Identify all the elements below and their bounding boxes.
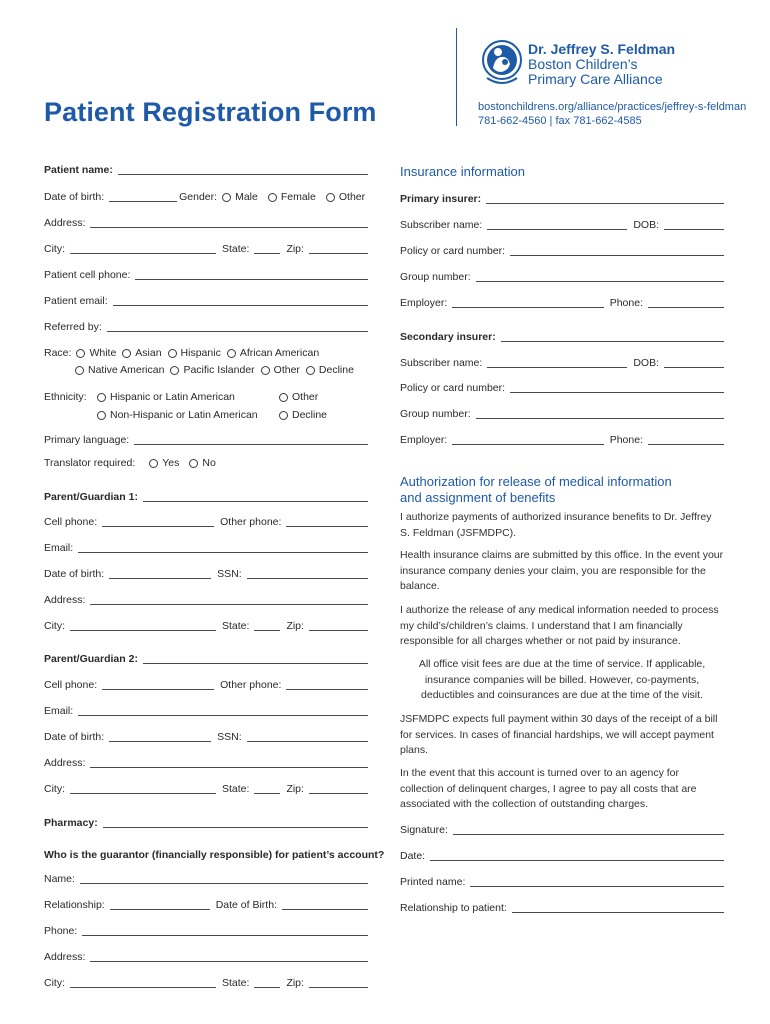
guardian1-row bbox=[44, 490, 368, 504]
radio-circle-icon bbox=[268, 193, 277, 202]
practice-org: Boston Children’s bbox=[528, 56, 638, 72]
primary-dob-label: DOB: bbox=[633, 219, 659, 231]
radio-circle-icon bbox=[122, 349, 131, 358]
city-row bbox=[44, 242, 368, 256]
state-field[interactable] bbox=[254, 243, 280, 254]
radio-circle-icon bbox=[75, 366, 84, 375]
gender-female-label: Female bbox=[280, 191, 316, 203]
secondary-employer-field[interactable] bbox=[452, 434, 603, 445]
header-divider bbox=[456, 28, 457, 126]
cell-row bbox=[44, 268, 368, 282]
guardian2-cell-label: Cell phone: bbox=[44, 679, 98, 691]
guardian1-ssn-field[interactable] bbox=[247, 568, 368, 579]
radio-circle-icon bbox=[97, 393, 106, 402]
language-label: Primary language: bbox=[44, 434, 130, 446]
race-native-label: Native American bbox=[88, 364, 165, 376]
guardian2-city-row bbox=[44, 782, 368, 796]
radio-circle-icon bbox=[76, 349, 85, 358]
guardian2-zip-label: Zip: bbox=[286, 783, 304, 795]
radio-circle-icon bbox=[222, 193, 231, 202]
primary-subscriber-row bbox=[400, 218, 724, 232]
gender-male-option[interactable] bbox=[222, 190, 258, 204]
race-white-option[interactable] bbox=[76, 346, 116, 360]
dob-field[interactable] bbox=[109, 191, 177, 202]
guarantor-relationship-label: Relationship: bbox=[44, 899, 105, 911]
guardian1-city-label: City: bbox=[44, 620, 65, 632]
relationship-label: Relationship to patient: bbox=[400, 902, 507, 914]
guarantor-name-row bbox=[44, 872, 368, 886]
translator-label: Translator required: bbox=[44, 457, 136, 469]
guardian2-ssn-field[interactable] bbox=[247, 731, 368, 742]
radio-circle-icon bbox=[149, 459, 158, 468]
guardian1-city-row bbox=[44, 619, 368, 633]
secondary-policy-field[interactable] bbox=[510, 382, 724, 393]
guardian1-field[interactable] bbox=[143, 491, 368, 502]
guarantor-zip-field[interactable] bbox=[309, 977, 368, 988]
primary-insurer-label: Primary insurer: bbox=[400, 193, 482, 205]
guarantor-state-label: State: bbox=[222, 977, 250, 989]
primary-insurer-field[interactable] bbox=[486, 193, 724, 204]
race-row-2 bbox=[44, 363, 368, 377]
pharmacy-field[interactable] bbox=[103, 817, 368, 828]
guardian1-state-label: State: bbox=[222, 620, 250, 632]
guardian2-address-field[interactable] bbox=[90, 757, 368, 768]
guarantor-address-row bbox=[44, 950, 368, 964]
primary-employer-field[interactable] bbox=[452, 297, 603, 308]
guarantor-dob-field[interactable] bbox=[282, 899, 368, 910]
race-label: Race: bbox=[44, 347, 72, 359]
language-field[interactable] bbox=[134, 434, 368, 445]
primary-employer-label: Employer: bbox=[400, 297, 448, 309]
secondary-employer-row bbox=[400, 433, 724, 447]
guarantor-zip-label: Zip: bbox=[286, 977, 304, 989]
guardian2-phone-row bbox=[44, 678, 368, 692]
guardian1-email-row bbox=[44, 541, 368, 555]
guardian2-ssn-label: SSN: bbox=[217, 731, 242, 743]
guardian2-dob-label: Date of birth: bbox=[44, 731, 105, 743]
race-other-label: Other bbox=[273, 364, 300, 376]
race-hispanic-option[interactable] bbox=[168, 346, 221, 360]
ethnicity-other-option[interactable] bbox=[279, 390, 318, 404]
radio-circle-icon bbox=[227, 349, 236, 358]
pharmacy-row bbox=[44, 816, 368, 830]
gender-label: Gender: bbox=[179, 191, 218, 203]
secondary-group-label: Group number: bbox=[400, 408, 471, 420]
race-row-1 bbox=[44, 346, 368, 360]
secondary-dob-field[interactable] bbox=[664, 357, 724, 368]
radio-circle-icon bbox=[168, 349, 177, 358]
radio-circle-icon bbox=[279, 411, 288, 420]
race-hispanic-label: Hispanic bbox=[180, 347, 221, 359]
date-field[interactable] bbox=[430, 850, 724, 861]
translator-row bbox=[44, 456, 368, 470]
secondary-insurer-label: Secondary insurer: bbox=[400, 331, 496, 343]
primary-insurer-row bbox=[400, 192, 724, 206]
zip-label: Zip: bbox=[286, 243, 304, 255]
guarantor-dob-label: Date of Birth: bbox=[215, 899, 277, 911]
cell-label: Patient cell phone: bbox=[44, 269, 131, 281]
ethnicity-decline-label: Decline bbox=[292, 409, 328, 421]
guardian2-state-label: State: bbox=[222, 783, 250, 795]
gender-male-label: Male bbox=[235, 191, 258, 203]
secondary-subscriber-label: Subscriber name: bbox=[400, 357, 483, 369]
authorization-para-1: I authorize payments of authorized insurance benefits to Dr. Jeffrey S. Feldman (JSFMDPC). bbox=[400, 511, 712, 539]
primary-group-field[interactable] bbox=[476, 271, 724, 282]
race-white-label: White bbox=[89, 347, 117, 359]
race-other-option[interactable] bbox=[261, 363, 300, 377]
guarantor-name-label: Name: bbox=[44, 873, 75, 885]
patient-name-field[interactable] bbox=[118, 164, 368, 175]
dob-label: Date of birth: bbox=[44, 191, 105, 203]
gender-other-option[interactable] bbox=[326, 190, 365, 204]
guardian1-other-phone-label: Other phone: bbox=[220, 516, 282, 528]
radio-circle-icon bbox=[189, 459, 198, 468]
guardian1-label: Parent/Guardian 1: bbox=[44, 491, 138, 503]
email-row bbox=[44, 294, 368, 308]
guardian1-state-field[interactable] bbox=[254, 620, 280, 631]
guardian1-address-row bbox=[44, 593, 368, 607]
primary-dob-field[interactable] bbox=[664, 219, 724, 230]
practice-phone-fax: 781-662-4560 | fax 781-662-4585 bbox=[478, 115, 642, 127]
guardian2-address-row bbox=[44, 756, 368, 770]
ethnicity-row-1 bbox=[44, 390, 368, 404]
authorization-heading-1: Authorization for release of medical information bbox=[400, 474, 672, 489]
guardian1-address-label: Address: bbox=[44, 594, 86, 606]
signature-field[interactable] bbox=[453, 824, 724, 835]
printed-name-field[interactable] bbox=[470, 876, 724, 887]
guardian1-dob-row bbox=[44, 567, 368, 581]
guarantor-relationship-row bbox=[44, 898, 368, 912]
secondary-policy-row bbox=[400, 381, 724, 395]
guardian2-dob-field[interactable] bbox=[109, 731, 211, 742]
primary-subscriber-label: Subscriber name: bbox=[400, 219, 483, 231]
primary-group-label: Group number: bbox=[400, 271, 471, 283]
city-label: City: bbox=[44, 243, 65, 255]
boston-childrens-logo-icon bbox=[481, 38, 523, 90]
guarantor-city-field[interactable] bbox=[70, 977, 216, 988]
referred-label: Referred by: bbox=[44, 321, 102, 333]
guardian2-state-field[interactable] bbox=[254, 783, 280, 794]
ethnicity-nonhispanic-option[interactable] bbox=[97, 408, 279, 422]
email-label: Patient email: bbox=[44, 295, 108, 307]
secondary-phone-field[interactable] bbox=[648, 434, 724, 445]
guarantor-city-label: City: bbox=[44, 977, 65, 989]
radio-circle-icon bbox=[306, 366, 315, 375]
language-row bbox=[44, 433, 368, 447]
page-title: Patient Registration Form bbox=[44, 97, 377, 127]
guarantor-phone-row bbox=[44, 924, 368, 938]
guardian2-cell-field[interactable] bbox=[102, 679, 214, 690]
relationship-field[interactable] bbox=[512, 902, 724, 913]
email-field[interactable] bbox=[113, 295, 368, 306]
race-pacific-option[interactable] bbox=[170, 363, 254, 377]
guarantor-city-row bbox=[44, 976, 368, 990]
secondary-policy-label: Policy or card number: bbox=[400, 382, 506, 394]
primary-group-row bbox=[400, 270, 724, 284]
address-label: Address: bbox=[44, 217, 86, 229]
signature-row bbox=[400, 823, 724, 837]
guarantor-address-field[interactable] bbox=[90, 951, 368, 962]
ethnicity-hispanic-label: Hispanic or Latin American bbox=[110, 391, 235, 403]
secondary-employer-label: Employer: bbox=[400, 434, 448, 446]
referred-field[interactable] bbox=[107, 321, 368, 332]
race-pacific-label: Pacific Islander bbox=[183, 364, 255, 376]
authorization-para-3: I authorize the release of any medical information needed to process my child’s/children’s claims. I understand that I am financially responsible for all charges whether or not paid by insurance. bbox=[400, 604, 719, 647]
race-decline-label: Decline bbox=[318, 364, 354, 376]
authorization-para-2: Health insurance claims are submitted by this office. In the event your insurance company denies your claim, you are responsible for the balance. bbox=[400, 549, 724, 592]
race-native-option[interactable] bbox=[75, 363, 164, 377]
guarantor-address-label: Address: bbox=[44, 951, 86, 963]
guardian2-city-field[interactable] bbox=[70, 783, 216, 794]
patient-name-row bbox=[44, 163, 368, 177]
translator-yes-label: Yes bbox=[162, 457, 180, 469]
ethnicity-label: Ethnicity: bbox=[44, 391, 87, 403]
guardian2-email-field[interactable] bbox=[78, 705, 368, 716]
relationship-row bbox=[400, 901, 724, 915]
guardian1-cell-field[interactable] bbox=[102, 516, 214, 527]
primary-policy-field[interactable] bbox=[510, 245, 724, 256]
practice-url: bostonchildrens.org/alliance/practices/jeffrey-s-feldman bbox=[478, 101, 747, 113]
race-african-label: African American bbox=[239, 347, 320, 359]
secondary-subscriber-row bbox=[400, 356, 724, 370]
guardian1-email-label: Email: bbox=[44, 542, 74, 554]
date-row bbox=[400, 849, 724, 863]
guardian1-cell-label: Cell phone: bbox=[44, 516, 98, 528]
secondary-insurer-row bbox=[400, 330, 724, 344]
translator-no-label: No bbox=[202, 457, 216, 469]
guardian2-zip-field[interactable] bbox=[309, 783, 368, 794]
guardian2-other-phone-field[interactable] bbox=[286, 679, 368, 690]
race-decline-option[interactable] bbox=[306, 363, 354, 377]
practice-alliance: Primary Care Alliance bbox=[528, 71, 663, 87]
translator-yes-option[interactable] bbox=[149, 456, 179, 470]
city-field[interactable] bbox=[70, 243, 216, 254]
printed-name-label: Printed name: bbox=[400, 876, 466, 888]
printed-name-row bbox=[400, 875, 724, 889]
guardian1-phone-row bbox=[44, 515, 368, 529]
guardian2-city-label: City: bbox=[44, 783, 65, 795]
guardian2-dob-row bbox=[44, 730, 368, 744]
ethnicity-nonhispanic-label: Non-Hispanic or Latin American bbox=[110, 409, 258, 421]
referred-row bbox=[44, 320, 368, 334]
guardian2-other-phone-label: Other phone: bbox=[220, 679, 282, 691]
ethnicity-other-label: Other bbox=[292, 391, 319, 403]
guarantor-phone-field[interactable] bbox=[82, 925, 368, 936]
authorization-para-4: All office visit fees are due at the time of service. If applicable, insurance companies will be billed. However, co-payments, deductibles and coinsurances are due at the time of the visit. bbox=[418, 658, 706, 701]
primary-subscriber-field[interactable] bbox=[487, 219, 627, 230]
guardian1-other-phone-field[interactable] bbox=[286, 516, 368, 527]
secondary-insurer-field[interactable] bbox=[501, 331, 724, 342]
secondary-phone-label: Phone: bbox=[609, 434, 643, 446]
radio-circle-icon bbox=[97, 411, 106, 420]
primary-phone-field[interactable] bbox=[648, 297, 724, 308]
guardian2-label: Parent/Guardian 2: bbox=[44, 653, 138, 665]
address-row bbox=[44, 216, 368, 230]
signature-label: Signature: bbox=[400, 824, 448, 836]
guardian2-row bbox=[44, 652, 368, 666]
secondary-group-field[interactable] bbox=[476, 408, 724, 419]
radio-circle-icon bbox=[261, 366, 270, 375]
practice-name: Dr. Jeffrey S. Feldman bbox=[528, 41, 676, 57]
guardian1-email-field[interactable] bbox=[78, 542, 368, 553]
primary-policy-row bbox=[400, 244, 724, 258]
race-asian-label: Asian bbox=[135, 347, 162, 359]
guardian1-dob-field[interactable] bbox=[109, 568, 211, 579]
primary-phone-label: Phone: bbox=[609, 297, 643, 309]
guarantor-state-field[interactable] bbox=[254, 977, 280, 988]
guarantor-relationship-field[interactable] bbox=[110, 899, 210, 910]
patient-name-label: Patient name: bbox=[44, 164, 113, 176]
secondary-dob-label: DOB: bbox=[633, 357, 659, 369]
secondary-subscriber-field[interactable] bbox=[487, 357, 627, 368]
guarantor-phone-label: Phone: bbox=[44, 925, 78, 937]
ethnicity-decline-option[interactable] bbox=[279, 408, 327, 422]
guardian1-dob-label: Date of birth: bbox=[44, 568, 105, 580]
secondary-group-row bbox=[400, 407, 724, 421]
guardian1-ssn-label: SSN: bbox=[217, 568, 242, 580]
authorization-para-6: In the event that this account is turned over to an agency for collection of delinquent charges, I agree to pay all costs that are associated with the collection of outstanding charges. bbox=[400, 767, 697, 810]
guardian1-zip-label: Zip: bbox=[286, 620, 304, 632]
dob-gender-row bbox=[44, 190, 368, 204]
radio-circle-icon bbox=[170, 366, 179, 375]
guardian1-city-field[interactable] bbox=[70, 620, 216, 631]
ethnicity-hispanic-option[interactable] bbox=[97, 390, 279, 404]
radio-circle-icon bbox=[326, 193, 335, 202]
guardian2-email-row bbox=[44, 704, 368, 718]
state-label: State: bbox=[222, 243, 250, 255]
primary-policy-label: Policy or card number: bbox=[400, 245, 506, 257]
ethnicity-row-2 bbox=[44, 408, 368, 422]
guarantor-question-row bbox=[44, 848, 385, 862]
insurance-heading: Insurance information bbox=[400, 164, 526, 179]
gender-other-label: Other bbox=[338, 191, 366, 203]
date-label: Date: bbox=[400, 850, 426, 862]
guardian1-zip-field[interactable] bbox=[309, 620, 368, 631]
guardian2-email-label: Email: bbox=[44, 705, 74, 717]
pharmacy-label: Pharmacy: bbox=[44, 817, 98, 829]
address-field[interactable] bbox=[90, 217, 368, 228]
translator-no-option[interactable] bbox=[189, 456, 215, 470]
cell-field[interactable] bbox=[135, 269, 368, 280]
primary-employer-row bbox=[400, 296, 724, 310]
authorization-para-5: JSFMDPC expects full payment within 30 days of the receipt of a bill for services. In cases of financial hardships, we will accept payment plans. bbox=[400, 713, 718, 756]
authorization-heading-2: and assignment of benefits bbox=[400, 490, 556, 505]
guardian2-address-label: Address: bbox=[44, 757, 86, 769]
zip-field[interactable] bbox=[309, 243, 368, 254]
gender-female-option[interactable] bbox=[268, 190, 316, 204]
race-asian-option[interactable] bbox=[122, 346, 161, 360]
guardian2-field[interactable] bbox=[143, 653, 368, 664]
race-african-option[interactable] bbox=[227, 346, 319, 360]
radio-circle-icon bbox=[279, 393, 288, 402]
guarantor-name-field[interactable] bbox=[80, 873, 368, 884]
guardian1-address-field[interactable] bbox=[90, 594, 368, 605]
guarantor-question: Who is the guarantor (financially responsible) for patient’s account? bbox=[44, 849, 385, 861]
